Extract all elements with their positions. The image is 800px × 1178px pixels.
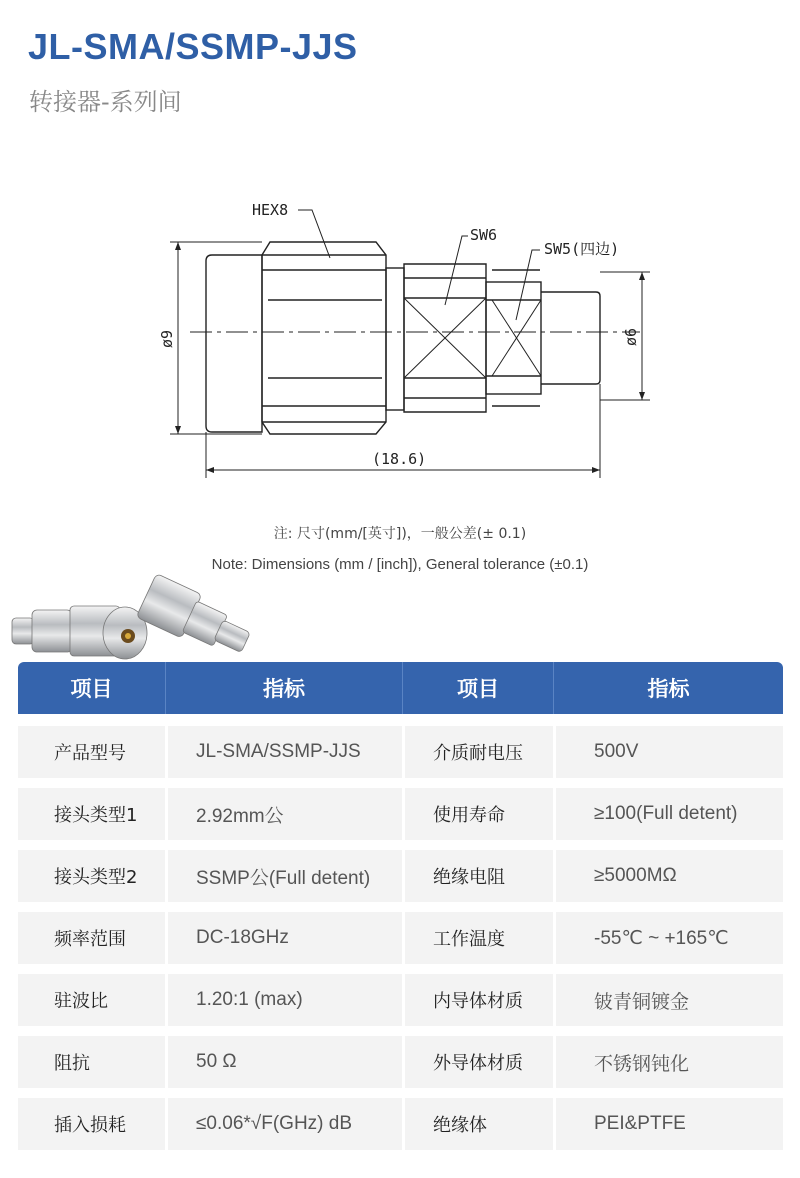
row-value: 不锈钢钝化 bbox=[553, 1036, 783, 1088]
row-label: 工作温度 bbox=[402, 912, 553, 964]
row-label: 阻抗 bbox=[54, 1053, 90, 1074]
page-subtitle: 转接器-系列间 bbox=[29, 88, 182, 116]
row-label: 使用寿命 bbox=[402, 788, 553, 840]
header-spec-2: 指标 bbox=[553, 662, 783, 714]
row-value: 2.92mm公 bbox=[165, 788, 402, 840]
spec-table bbox=[18, 662, 783, 1150]
page-title: JL-SMA/SSMP-JJS bbox=[28, 26, 358, 67]
row-label: 介质耐电压 bbox=[402, 726, 553, 778]
header-item-1: 项目 bbox=[70, 677, 113, 701]
table-row bbox=[18, 726, 783, 778]
row-value: 50 Ω bbox=[165, 1036, 402, 1088]
row-label: 接头类型2 bbox=[54, 867, 138, 888]
row-label: 绝缘电阻 bbox=[402, 850, 553, 902]
table-row bbox=[18, 974, 783, 1026]
header-item-2: 项目 bbox=[402, 662, 553, 714]
table-row bbox=[18, 912, 783, 964]
row-value: DC-18GHz bbox=[165, 912, 402, 964]
row-value: ≤0.06*√F(GHz) dB bbox=[165, 1098, 402, 1150]
note-chinese: 注: 尺寸(mm/[英寸])，一般公差(± 0.1) bbox=[273, 526, 527, 542]
left-diameter-label: ø9 bbox=[158, 329, 176, 348]
hex-label: HEX8 bbox=[252, 201, 289, 219]
row-value: PEI&PTFE bbox=[553, 1098, 783, 1150]
row-value: SSMP公(Full detent) bbox=[165, 850, 402, 902]
header-spec-1: 指标 bbox=[165, 662, 402, 714]
dimension-drawing bbox=[0, 180, 800, 500]
row-value: ≥100(Full detent) bbox=[553, 788, 783, 840]
row-value: -55℃ ~ +165℃ bbox=[553, 912, 783, 964]
row-value: ≥5000MΩ bbox=[553, 850, 783, 902]
sw5-label: SW5(四边) bbox=[544, 240, 620, 258]
row-label: 插入损耗 bbox=[54, 1115, 126, 1136]
row-label: 产品型号 bbox=[54, 743, 126, 764]
table-row bbox=[18, 850, 783, 902]
row-label: 驻波比 bbox=[54, 991, 108, 1012]
row-value: 500V bbox=[553, 726, 783, 778]
table-row bbox=[18, 788, 783, 840]
table-header bbox=[18, 662, 783, 714]
row-label: 接头类型1 bbox=[54, 805, 138, 826]
row-value: 铍青铜镀金 bbox=[553, 974, 783, 1026]
right-diameter-label: ø6 bbox=[622, 327, 640, 346]
row-value: JL-SMA/SSMP-JJS bbox=[165, 726, 402, 778]
row-label: 外导体材质 bbox=[402, 1036, 553, 1088]
row-label: 内导体材质 bbox=[402, 974, 553, 1026]
row-label: 频率范围 bbox=[54, 929, 126, 950]
row-value: 1.20:1 (max) bbox=[165, 974, 402, 1026]
table-row bbox=[18, 1036, 783, 1088]
length-label: (18.6) bbox=[372, 450, 427, 468]
table-row bbox=[18, 1098, 783, 1150]
note-english: Note: Dimensions (mm / [inch]), General tolerance (±0.1) bbox=[211, 556, 589, 573]
row-label: 绝缘体 bbox=[402, 1098, 553, 1150]
sw6-label: SW6 bbox=[470, 226, 498, 244]
